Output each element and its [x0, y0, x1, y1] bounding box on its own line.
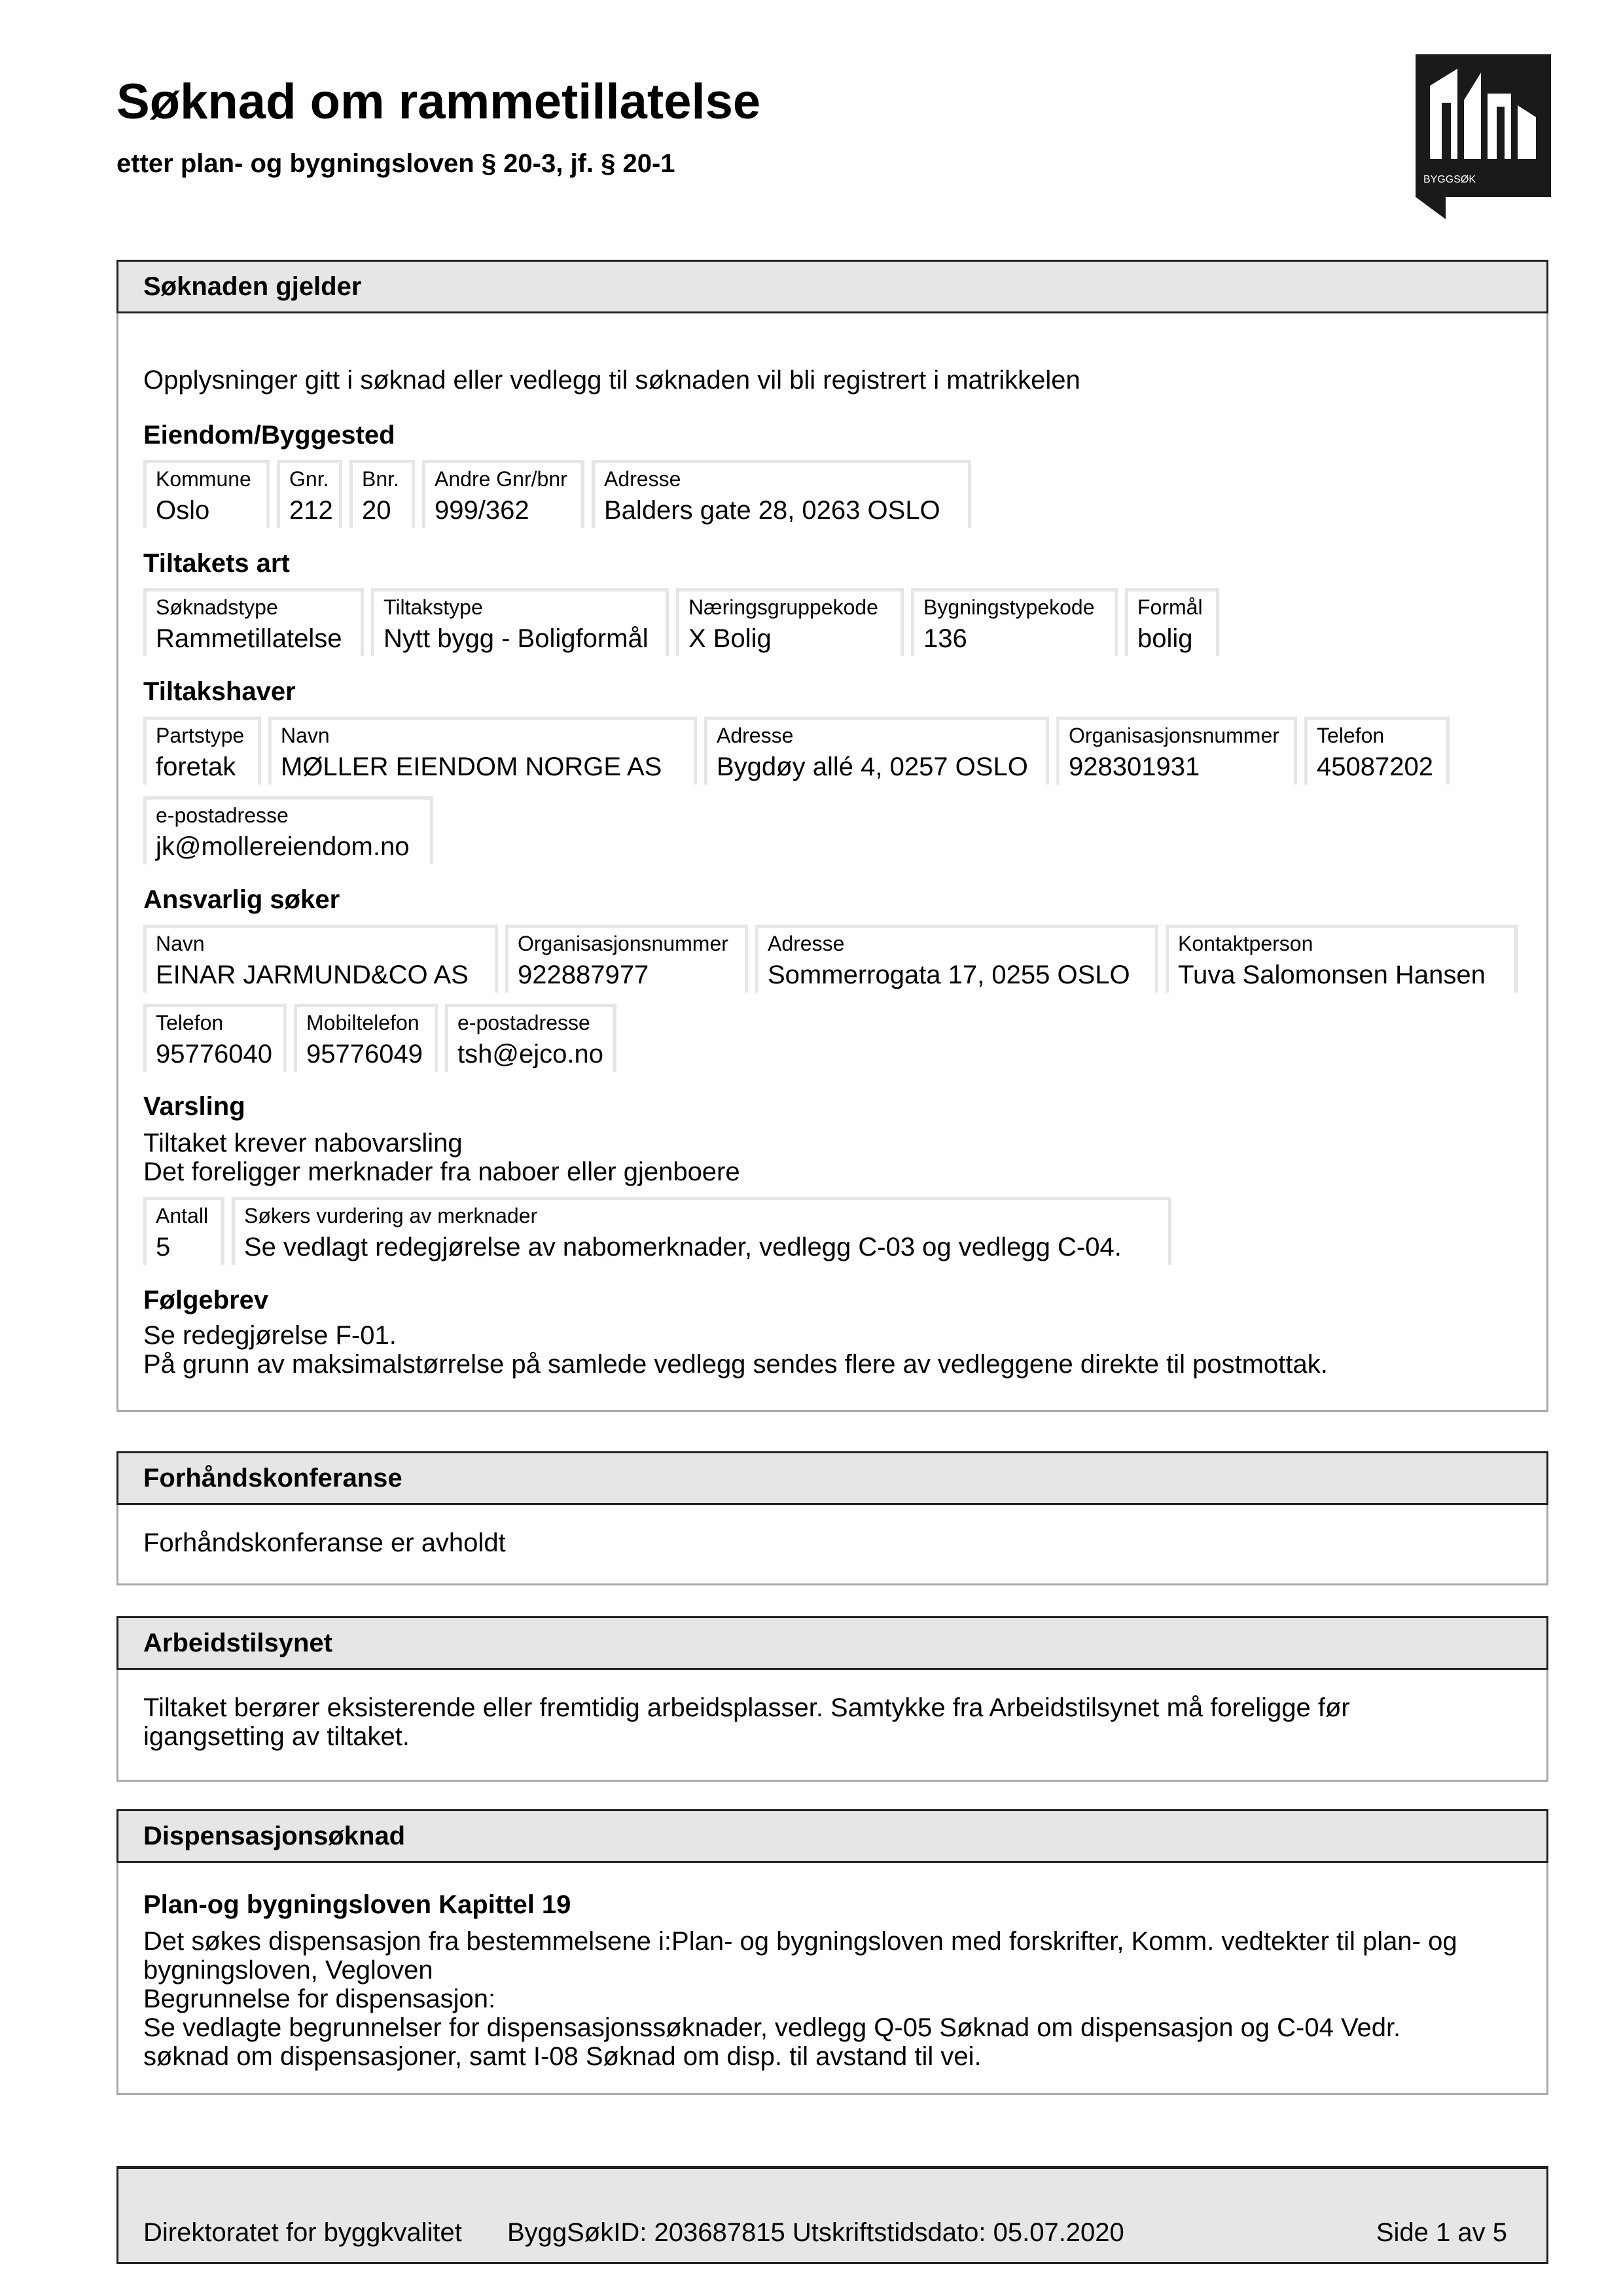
field-antall: Antall 5: [143, 1197, 224, 1265]
footer-org: Direktoratet for byggkvalitet: [143, 2218, 462, 2247]
field-adresse: Adresse Balders gate 28, 0263 OSLO: [592, 460, 971, 528]
dispensasjon-line-3: Begrunnelse for dispensasjon:: [143, 1985, 496, 2013]
field-bygningstypekode: Bygningstypekode 136: [911, 588, 1118, 656]
field-ansvarlig-navn: Navn EINAR JARMUND&CO AS: [143, 925, 498, 993]
dispensasjon-line-4: Se vedlagte begrunnelser for dispensasjonssøknader, vedlegg Q-05 Søknad om dispensasjon og C-04 Vedr.: [143, 2013, 1401, 2042]
folgebrev-line-2: På grunn av maksimalstørrelse på samlede vedlegg sendes flere av vedleggene direkte til postmottak.: [143, 1350, 1328, 1379]
field-ansvarlig-orgnr: Organisasjonsnummer 922887977: [505, 925, 748, 993]
tiltakets-art-fields: [143, 588, 1226, 656]
folgebrev-title: Følgebrev: [143, 1286, 269, 1315]
field-tiltakshaver-adresse: Adresse Bygdøy allé 4, 0257 OSLO: [704, 716, 1049, 785]
field-gnr: Gnr. 212: [277, 460, 342, 528]
field-ansvarlig-adresse: Adresse Sommerrogata 17, 0255 OSLO: [755, 925, 1158, 993]
field-tiltakshaver-telefon: Telefon 45087202: [1304, 716, 1450, 785]
dispensasjon-subtitle: Plan-og bygningsloven Kapittel 19: [143, 1890, 571, 1919]
tiltakshaver-fields-2: [143, 796, 440, 864]
ansvarlig-soker-title: Ansvarlig søker: [143, 885, 340, 914]
forhandskonferanse-text: Forhåndskonferanse er avholdt: [143, 1528, 506, 1557]
field-kontaktperson: Kontaktperson Tuva Salomonsen Hansen: [1166, 925, 1518, 993]
document-title: Søknad om rammetillatelse: [116, 74, 761, 130]
section-dispensasjonsoknad: [116, 1809, 1548, 2095]
field-partstype: Partstype foretak: [143, 716, 261, 785]
field-ansvarlig-epost: e-postadresse tsh@ejco.no: [445, 1004, 616, 1072]
footer-byggsok-id: ByggSøkID: 203687815 Utskriftstidsdato: 05.07.2020: [507, 2218, 1124, 2247]
varsling-fields: [143, 1197, 1179, 1265]
field-tiltakstype: Tiltakstype Nytt bygg - Boligformål: [371, 588, 669, 656]
field-soknadstype: Søknadstype Rammetillatelse: [143, 588, 364, 656]
arbeidstilsynet-line-2: igangsetting av tiltaket.: [143, 1722, 410, 1751]
tiltakshaver-fields: [143, 716, 1457, 785]
eiendom-fields: [143, 460, 978, 528]
field-sokers-vurdering: Søkers vurdering av merknader Se vedlagt redegjørelse av nabomerknader, vedlegg C-03 og vedlegg C-04.: [232, 1197, 1171, 1265]
page-footer: [116, 2166, 1548, 2264]
section-header: Forhåndskonferanse: [116, 1451, 1548, 1505]
ansvarlig-soker-fields: [143, 925, 1525, 993]
tiltakshaver-title: Tiltakshaver: [143, 677, 296, 706]
section-header: Dispensasjonsøknad: [116, 1809, 1548, 1863]
varsling-title: Varsling: [143, 1092, 245, 1121]
svg-text:BYGGSØK: BYGGSØK: [1423, 174, 1476, 185]
dispensasjon-line-1: Det søkes dispensasjon fra bestemmelsene i:Plan- og bygningsloven med forskrifter, Komm. vedtekter til plan- og: [143, 1927, 1457, 1956]
dispensasjon-line-2: bygningsloven, Vegloven: [143, 1956, 433, 1985]
varsling-line-1: Tiltaket krever nabovarsling: [143, 1129, 463, 1157]
dispensasjon-line-5: søknad om dispensasjoner, samt I-08 Søknad om disp. til avstand til vei.: [143, 2042, 982, 2071]
field-tiltakshaver-navn: Navn MØLLER EIENDOM NORGE AS: [268, 716, 697, 785]
field-ansvarlig-mobil: Mobiltelefon 95776049: [294, 1004, 438, 1072]
field-tiltakshaver-epost: e-postadresse jk@mollereiendom.no: [143, 796, 433, 864]
field-tiltakshaver-orgnr: Organisasjonsnummer 928301931: [1056, 716, 1297, 785]
field-kommune: Kommune Oslo: [143, 460, 270, 528]
footer-page-number: Side 1 av 5: [1376, 2218, 1507, 2247]
document-subtitle: etter plan- og bygningsloven § 20-3, jf. § 20-1: [116, 149, 675, 178]
section-arbeidstilsynet: [116, 1616, 1548, 1782]
varsling-line-2: Det foreligger merknader fra naboer eller gjenboere: [143, 1157, 740, 1186]
eiendom-title: Eiendom/Byggested: [143, 421, 395, 450]
byggsok-logo: [1416, 54, 1551, 219]
field-formal: Formål bolig: [1125, 588, 1219, 656]
field-bnr: Bnr. 20: [349, 460, 415, 528]
field-naeringsgruppekode: Næringsgruppekode X Bolig: [676, 588, 904, 656]
ansvarlig-soker-fields-2: [143, 1004, 624, 1072]
section-header: Arbeidstilsynet: [116, 1616, 1548, 1670]
section-soknaden-gjelder: [116, 260, 1548, 1412]
field-ansvarlig-telefon: Telefon 95776040: [143, 1004, 287, 1072]
matrikkel-intro: Opplysninger gitt i søknad eller vedlegg til søknaden vil bli registrert i matrikkelen: [143, 366, 1080, 395]
section-header: Søknaden gjelder: [116, 260, 1548, 313]
arbeidstilsynet-line-1: Tiltaket berører eksisterende eller fremtidig arbeidsplasser. Samtykke fra Arbeidstilsynet må foreligge før: [143, 1693, 1350, 1722]
folgebrev-line-1: Se redegjørelse F-01.: [143, 1321, 397, 1350]
field-andre-gnr-bnr: Andre Gnr/bnr 999/362: [422, 460, 584, 528]
section-forhandskonferanse: [116, 1451, 1548, 1585]
tiltakets-art-title: Tiltakets art: [143, 549, 290, 578]
